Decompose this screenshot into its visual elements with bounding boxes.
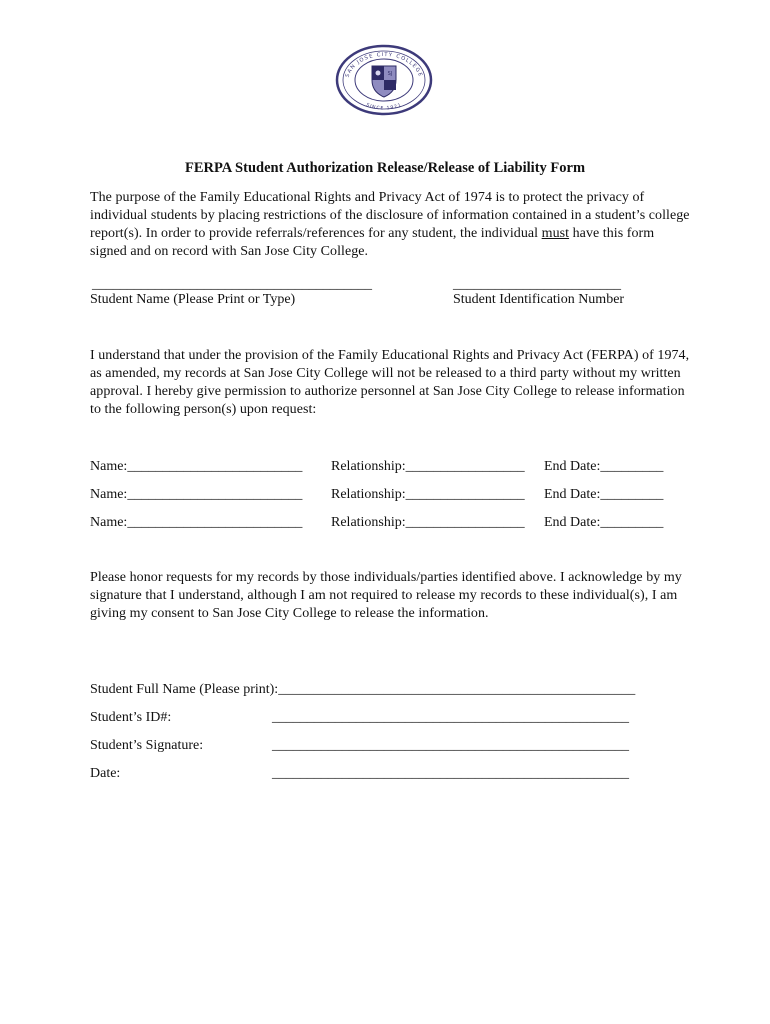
student-signature-label: Student’s Signature: [90, 738, 204, 753]
form-title: FERPA Student Authorization Release/Release of Liability Form [184, 160, 586, 176]
college-seal [335, 44, 433, 116]
student-id-line[interactable]: ________________________ [453, 277, 621, 292]
student-name-line[interactable]: ________________________________________ [92, 277, 372, 292]
acknowledgement-paragraph: Please honor requests for my records by those individuals/parties identified above. I acknowledge by my signature that I understand, although I am not required to release my records to these individual(s), I am giving my consent to San Jose City College to release the information. [90, 570, 682, 621]
date-label: Date: [90, 766, 121, 781]
student-signature-line[interactable]: ___________________________________________________ [272, 738, 629, 753]
seal-ring-text-top: SAN JOSE CITY COLLEGE [344, 51, 424, 79]
student-name-label: Student Name (Please Print or Type) [90, 292, 296, 307]
student-id-number-label: Student’s ID#: [90, 710, 172, 725]
person-relationship-field[interactable]: Relationship:_________________ [331, 515, 525, 530]
person-end-date-field[interactable]: End Date:_________ [544, 459, 664, 474]
student-id-label: Student Identification Number [453, 292, 625, 307]
date-line[interactable]: ___________________________________________________ [272, 766, 629, 781]
person-end-date-field[interactable]: End Date:_________ [544, 487, 664, 502]
intro-paragraph [90, 189, 690, 261]
person-relationship-field[interactable]: Relationship:_________________ [331, 459, 525, 474]
person-name-field[interactable]: Name:_________________________ [90, 459, 303, 474]
person-name-field[interactable]: Name:_________________________ [90, 487, 303, 502]
student-id-number-line[interactable]: ___________________________________________________ [272, 710, 629, 725]
person-end-date-field[interactable]: End Date:_________ [544, 515, 664, 530]
person-name-field[interactable]: Name:_________________________ [90, 515, 303, 530]
seal-shield-icon [372, 66, 396, 97]
student-full-name-field[interactable]: Student Full Name (Please print):___________________________________________________ [90, 682, 636, 697]
authorization-paragraph: I understand that under the provision of the Family Educational Rights and Privacy Act (FERPA) of 1974, as amended, my records at San Jose City College will not be released to a third party without my written approval. I hereby give permission to authorize personnel at San Jose City College to release information to the following person(s) upon request: [90, 348, 690, 417]
person-relationship-field[interactable]: Relationship:_________________ [331, 487, 525, 502]
intro-text: The purpose of the Family Educational Rights and Privacy Act of 1974 is to protect the privacy of individual students by placing restrictions of the disclosure of information contained in a student’s college report(s). In order to provide referrals/references for any student, the individual [90, 190, 690, 241]
seal-shield-text: SJ [387, 71, 393, 77]
seal-ring-text-bottom: SINCE 1921 [365, 102, 403, 112]
svg-text:SINCE 1921 [365, 102, 403, 112]
intro-text-end: have this form signed and on record with San Jose City College. [90, 226, 655, 259]
intro-emphasis: must [541, 226, 570, 241]
